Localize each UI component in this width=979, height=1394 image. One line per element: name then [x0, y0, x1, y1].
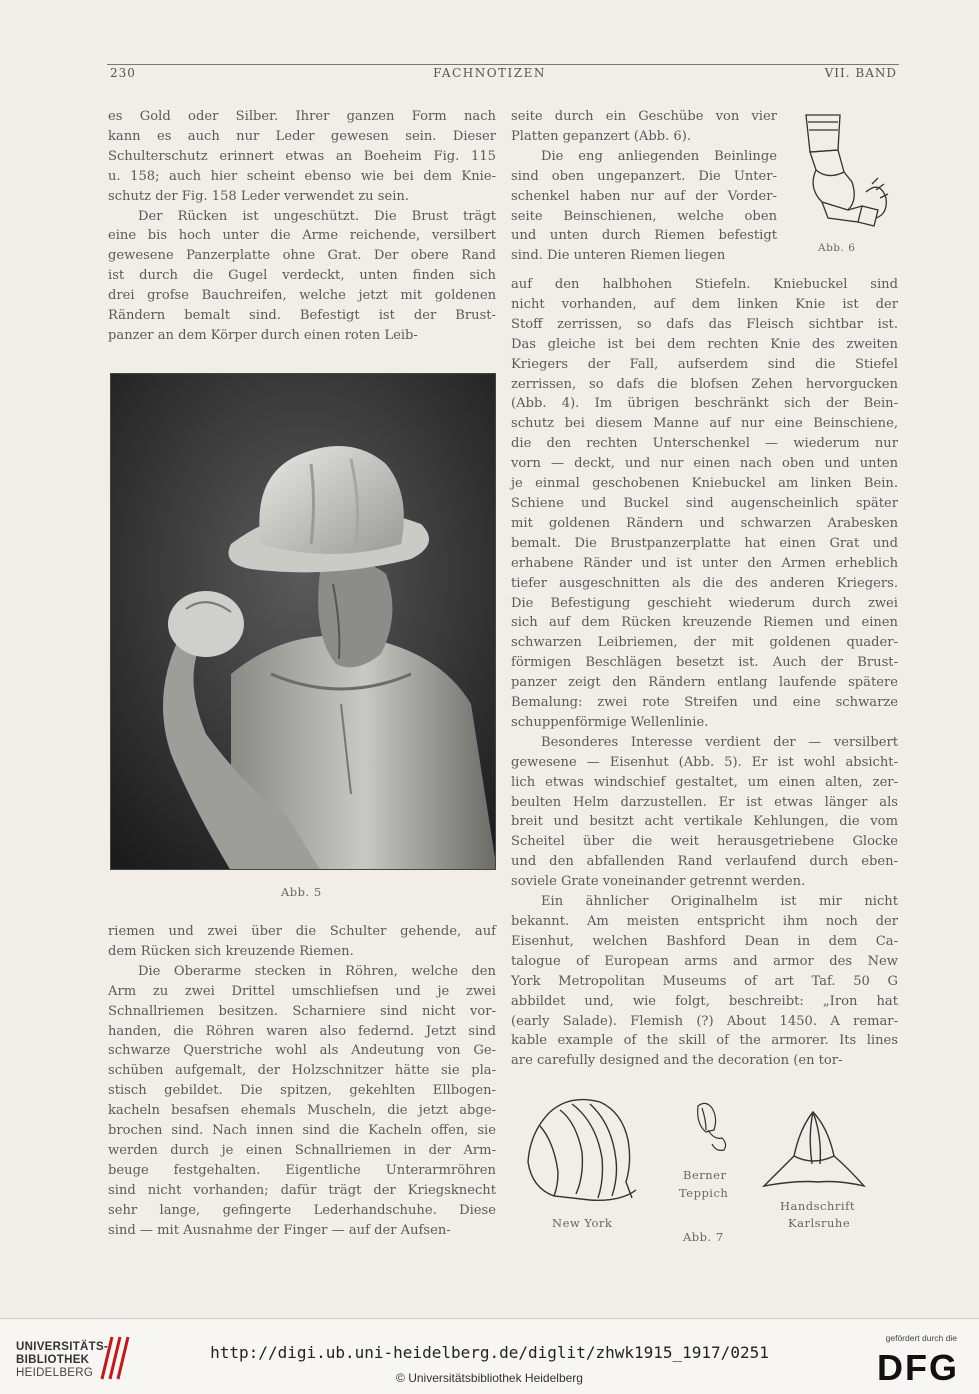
- funded-by-label: gefördert durch die: [885, 1333, 957, 1343]
- text-line: bekannt. Am meisten entspricht ihm noch der: [511, 914, 898, 929]
- text-line: handen, die Röhren waren also federnd. Jetzt sind: [108, 1023, 496, 1039]
- text-line: panzer an dem Körper durch einen roten Leib-: [108, 327, 418, 343]
- text-line: gewesene — Eisenhut (Abb. 5). Er ist wohl absicht-: [511, 754, 898, 770]
- running-title: FACHNOTIZEN: [433, 66, 546, 80]
- text-line: drei grofse Bauchreifen, welche jetzt mit goldenen: [108, 288, 496, 304]
- permalink-url[interactable]: http://digi.ub.uni-heidelberg.de/diglit/zhwk1915_1917/0251: [210, 1343, 769, 1362]
- text-line: Die Oberarme stecken in Röhren, welche den: [138, 963, 496, 979]
- right-column-narrow-text: [511, 107, 777, 266]
- text-line: (Abb. 4). Im übrigen beschränkt sich der Bein-: [511, 396, 898, 412]
- text-line: Kriegers der Fall, aufserdem sind die Stiefel: [511, 356, 898, 372]
- figure-abb7-new-york-helmet: [510, 1092, 650, 1212]
- text-line: Eisenhut, welchen Bashford Dean in dem Ca-: [511, 933, 898, 949]
- text-line: es Gold oder Silber. Ihrer ganzen Form nach: [108, 109, 496, 124]
- text-line: schenkel haben nur auf der Vorder-: [511, 188, 777, 204]
- text-line: eine bis hoch unter die Arme reichende, versilbert: [108, 228, 496, 244]
- text-line: Scheitel über die weit herausgetriebene Glocke: [511, 834, 898, 850]
- text-line: schwarze Querstriche wohl als Andeutung von Ge-: [108, 1043, 496, 1059]
- text-line: panzer zeigt den Rändern entlang laufende spätere: [511, 675, 898, 691]
- caption-abb5: Abb. 5: [281, 885, 322, 899]
- text-line: bemalt. Die Brustpanzerplatte hat einen Grat und: [511, 535, 898, 551]
- left-column-bottom-text: [108, 922, 496, 1241]
- text-line: sind — mit Ausnahme der Finger — auf der Aufsen-: [108, 1222, 451, 1238]
- text-line: Schiene und Buckel sind augenscheinlich später: [511, 495, 898, 511]
- text-line: dem Rücken sich kreuzende Riemen.: [108, 943, 354, 959]
- text-line: sehr lange, gefingerte Lederhandschuhe. Diese: [108, 1202, 496, 1218]
- text-line: Die Befestigung geschieht wiederum durch zwei: [511, 595, 898, 611]
- dfg-logo: DFG: [877, 1347, 959, 1388]
- text-line: Bemalung: zwei rote Streifen und eine schwarze: [511, 695, 898, 711]
- right-column-main-text: [511, 275, 898, 1071]
- library-line2: BIBLIOTHEK: [16, 1354, 90, 1366]
- text-line: seite Beinschienen, welche oben: [511, 208, 777, 224]
- caption-new-york: New York: [552, 1216, 613, 1230]
- text-line: Stoff zerrissen, so dafs das Fleisch sichtbar ist.: [511, 316, 898, 332]
- text-line: und den abfallenden Rand verlaufend durch eben-: [511, 854, 898, 870]
- caption-berner: Berner: [683, 1168, 727, 1182]
- text-line: Die eng anliegenden Beinlinge: [541, 148, 777, 164]
- paragraph: [511, 275, 898, 733]
- digitization-footer: [0, 1318, 979, 1394]
- text-line: kable example of the skill of the armorer. Its lines: [511, 1033, 898, 1049]
- text-line: lich etwas windschief gestaltet, um einen alten, zer-: [511, 774, 898, 790]
- text-line: kacheln besafsen ehemals Muscheln, die jetzt abge-: [108, 1103, 496, 1119]
- text-line: schüben aufgemalt, der Holzschnitzer hätte sie pla-: [108, 1063, 496, 1079]
- text-line: Schulterschutz erinnert etwas an Boeheim Fig. 115: [108, 148, 496, 164]
- library-line1: UNIVERSITÄTS-: [16, 1341, 109, 1353]
- text-line: sich auf dem Rücken kreuzende Riemen und einen: [511, 615, 898, 631]
- text-line: tiefer ausgeschnitten als die des anderen Kriegers.: [511, 575, 898, 591]
- text-line: werden durch je einen Schnallriemen in der Arm-: [108, 1142, 496, 1158]
- figure-abb7-handschrift-helmet: [758, 1106, 868, 1194]
- text-line: die den rechten Unterschenkel — wiederum nur: [511, 436, 898, 452]
- text-line: förmigen Beschlägen besetzt ist. Auch der Brust-: [511, 655, 898, 671]
- text-line: nicht vorhanden, auf dem linken Knie ist der: [511, 296, 898, 312]
- caption-karlsruhe: Karlsruhe: [788, 1216, 851, 1230]
- text-line: abbildet und, wie folgt, beschreibt: „Iron hat: [511, 993, 898, 1009]
- text-line: Das gleiche ist bei dem rechten Knie des zweiten: [511, 336, 898, 352]
- text-line: brochen sind. Nach innen sind die Kacheln offen, sie: [108, 1123, 496, 1139]
- caption-abb6: Abb. 6: [818, 242, 856, 254]
- text-line: gewesene Panzerplatte ohne Grat. Der obere Rand: [108, 248, 496, 264]
- paragraph: [511, 147, 777, 266]
- text-line: schwarzen Leibriemen, der mit goldenen quader-: [511, 635, 898, 651]
- copyright-notice: © Universitätsbibliothek Heidelberg: [396, 1371, 583, 1385]
- text-line: seite durch ein Geschübe von vier: [511, 109, 777, 124]
- library-line3: HEIDELBERG: [16, 1367, 94, 1379]
- text-line: schutz der Fig. 158 Leder verwendet zu sein.: [108, 188, 410, 204]
- paragraph: [511, 733, 898, 892]
- text-line: auf den halbhohen Stiefeln. Kniebuckel sind: [511, 277, 898, 292]
- text-line: schuppenförmige Wellenlinie.: [511, 714, 709, 730]
- text-line: schutz bei diesem Manne auf nur eine Beinschiene,: [511, 416, 898, 432]
- paragraph: [108, 207, 496, 346]
- text-line: sind nicht vorhanden; dafür trägt der Kriegsknecht: [108, 1182, 496, 1198]
- header-rule: [107, 64, 899, 65]
- text-line: beuge festgehalten. Eigentliche Unterarmröhren: [108, 1162, 496, 1178]
- text-line: breit und besitzt acht vertikale Kehlungen, die vom: [511, 814, 898, 830]
- text-line: vorn — deckt, und nur einen nach oben und unten: [511, 456, 898, 472]
- text-line: York Metropolitan Museums of art Taf. 50 G: [511, 973, 898, 989]
- text-line: je einmal geschobenen Kniebuckel am linken Bein.: [511, 476, 898, 492]
- text-line: sind. Die unteren Riemen liegen: [511, 248, 726, 264]
- text-line: Besonderes Interesse verdient der — versilbert: [541, 734, 898, 750]
- volume-label: VII. BAND: [824, 66, 897, 80]
- figure-abb7-berner-teppich-helmet: [688, 1100, 732, 1154]
- text-line: mit goldenen Rändern und schwarzen Arabesken: [511, 515, 898, 531]
- text-line: ist durch die Gugel verdeckt, unten finden sich: [108, 268, 496, 284]
- photo-abb5-wooden-figure: [110, 373, 496, 870]
- text-line: kann es auch nur Leder gewesen sein. Dieser: [108, 128, 496, 144]
- text-line: Schnallriemen besitzen. Scharniere sind nicht vor-: [108, 1003, 496, 1019]
- left-column-top-text: [108, 107, 496, 346]
- text-line: u. 158; auch hier scheint ebenso wie bei dem Knie-: [108, 168, 496, 184]
- text-line: Platten gepanzert (Abb. 6).: [511, 128, 692, 144]
- paragraph: [108, 922, 496, 962]
- text-line: stisch gebildet. Die spitzen, gekehlten Ellbogen-: [108, 1083, 496, 1099]
- text-line: und unten durch Riemen befestigt: [511, 228, 777, 244]
- text-line: beulten Helm darzustellen. Er ist etwas länger als: [511, 794, 898, 810]
- caption-teppich: Teppich: [679, 1186, 729, 1200]
- paragraph: [511, 892, 898, 1071]
- text-line: Der Rücken ist ungeschützt. Die Brust trägt: [138, 208, 496, 224]
- caption-abb7: Abb. 7: [683, 1230, 724, 1244]
- text-line: Rändern bemalt sind. Befestigt ist der Brust-: [108, 308, 496, 324]
- text-line: sind oben ungepanzert. Die Unter-: [511, 168, 777, 184]
- caption-handschrift: Handschrift: [780, 1199, 855, 1213]
- text-line: zerrissen, so dafs die blofsen Zehen hervorgucken: [511, 376, 898, 392]
- paragraph: [108, 107, 496, 207]
- paragraph: [108, 962, 496, 1241]
- paragraph: [511, 107, 777, 147]
- text-line: (early Salade). Flemish (?) About 1450. A remar-: [511, 1013, 898, 1029]
- text-line: erhabene Ränder und ist unter den Armen erheblich: [511, 555, 898, 571]
- text-line: Ein ähnlicher Originalhelm ist mir nicht: [541, 894, 898, 910]
- figure-abb6-arm-armor: [788, 110, 896, 240]
- text-line: are carefully designed and the decoration (en tor-: [511, 1053, 843, 1069]
- text-line: riemen und zwei über die Schulter gehende, auf: [108, 924, 496, 939]
- text-line: soviele Grate voneinander getrennt werden.: [511, 874, 806, 890]
- page-number: 230: [110, 66, 136, 80]
- text-line: Arm zu zwei Drittel umschliefsen und je zwei: [108, 983, 496, 999]
- text-line: talogue of European arms and armor des New: [511, 953, 898, 969]
